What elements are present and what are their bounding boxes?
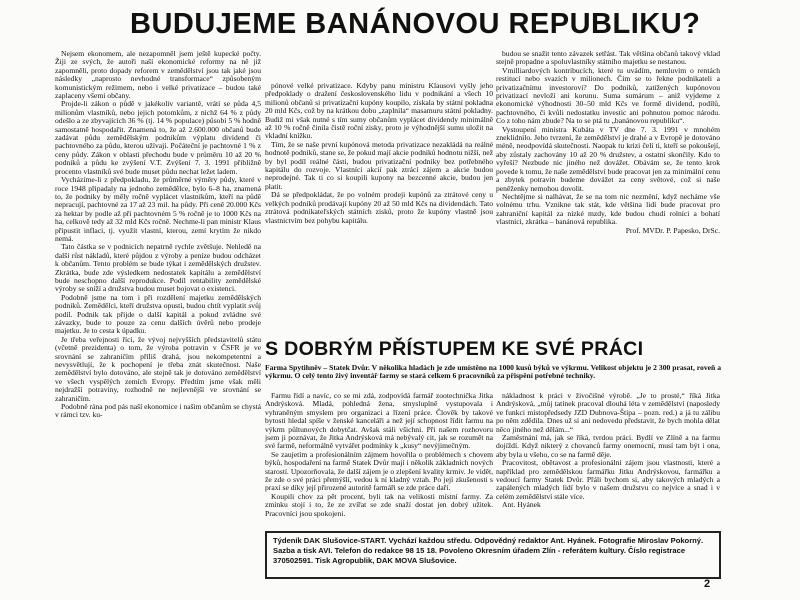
col5-paragraph: Ant. Hyánek xyxy=(502,500,541,510)
col1-paragraph: Tato částka se v podnicích nepatrně rychle zvětšuje. Nehledě na další růst nákladů, které půjdou z výroby a peníze budou odcházet k občanům. Tento problém se bude týkat i zemědělských družstev. Zkrátka, bude zde výsledkem nedostatek kapitálu a zemědělství bude neschopno další reprodukce. Podíl rentability zemědělské výroby se sníží a družstva budou muset bojovat o existenci. xyxy=(55,242,261,294)
col3-paragraph: Vmilliardových kontribucích, které tu uvádím, nemluvím o rentách restitucí nebo svazích v milionech. Čím se to řekne podnikateli a privatizačnímu investorovi? Do podniků, zatížených kupónovou privatizací nevloží ani korunu. Suma sumárum – aniž vyjdeme z ekonomické výhodnosti 30–50 mld Kčs ve formě dividend, podílů, pachtovného, či kvůli nedostatku investic ani pohnutou pomoc národu. Co z toho nám zbude? Na to se ptá tu „banánovou republiku“. xyxy=(496,65,720,126)
col1-paragraph: Vycházíme-li z předpokladu, že průměrné výměry půdy, které v roce 1948 připadaly na jednoho zemědělce, bylo 6–8 ha, znamená to, že podniky by měly ročně vyplácet vlastníkům, kteří na půdě nepracují, pachtovné za 17 až 23 mil. ha půdy. Při ceně 20.000 Kčs za hektar by podle až při pachtovném 5 % ročně je to 1000 Kčs na ha, celkově tedy až 32 mld Kčs ročně. Nechme-li pan ministr Klaus připustit inflaci, tj. využít vlastní, kterou, zemí krytím že nikdo nemá. xyxy=(55,175,261,243)
page-number: 2 xyxy=(704,578,711,590)
col2-paragraph: Tím, že se naše první kupónová metoda privatizace nezakládá na reálné hodnotě podniků, stane se, že pokud mají akcie podniků hodnotu nižší, než by byl podíl reálné části, budou privatizační podniky bez potřebného kapitálu do rozvoje. Vlastníci akcií pak ztrácí zájem a akcie budou neprodejné. Tak ti co si koupili kupony na bezcenné akcie, budou jen platit. xyxy=(265,139,493,191)
second-article-column-1 xyxy=(265,392,493,532)
col1-paragraph: Podobně rána pod pás naší ekonomice i našim občanům se chystá v rámci tzv. ku- xyxy=(55,402,261,420)
col1-paragraph: Nejsem ekonomem, ale nezapomněl jsem ještě kupecké počty. Žiji ze svých, že autoři naší ekonomické reformy na ně již zapomněli, proto dopady reforem v zemědělství jsou tak jaké jsou následky „naprosto nevhodné transformace“ způsobeným komunistickým režimem, nebo i velké privatizace – budou také zaplaceny všemi občany. xyxy=(55,50,261,101)
col5-paragraph: Pracovitost, obětavost a profesionální zájem jsou vlastnosti, které a například pro zemědělskou farmářku Jitku Andrýskovou, farmářku a vedoucí farmy Statek Dvůr. Přáli bychom si, aby takových mladých a zapálených mladých lidí bylo v našem družstvu co nejvíce a snad i v celém zemědělství stále více. xyxy=(496,458,720,501)
col5-paragraph: Zaměstnání má, jak se říká, tvrdou práci. Bydlí ve Zlíně a na farmu dojíždí. Když nikterý z chovanců farmy onemocní, musí tam být i ona, aby byla u všeho, co se na farmě děje. xyxy=(496,433,720,459)
second-headline: S DOBRÝM PŘÍSTUPEM KE SVÉ PRÁCI xyxy=(265,338,644,360)
masthead-footer: Týdeník DAK Slušovice-START. Vychází každou středu. Odpovědný redaktor Ant. Hyánek. Fotografie Miroslav Pokorný. Sazba a tisk AVI. Telefon do redakce 98 15 18. Povoleno Okresním úřadem Zlín - referátem kultury. Číslo registrace 370502591. Tisk Agropublik, DAK MOVA Slušovice. xyxy=(265,531,721,579)
author-signature: Prof. MVDr. P. Papesko, DrSc. xyxy=(625,225,720,235)
col4-paragraph: Farmu řídí a navíc, co se mi zdá, zodpovídá farmář zootechnička Jitka Andrýsková. Mladá, pohledná žena, smysluplně vystupovala i vyhraněným smyslem pro organizaci a řízení práce. Člověk by takové bytosti hledal spíše v ženské kanceláři a než její schopnost řídit farmu na výkrm půltunových dobytčat. Avšak stáli všichni. Při našem rozhovoru jsem ji poznávat, že Jitka Andrýsková má nebývalý cit, jak se rozumět na své farmě, neformálně vytvářet podmínky k „kusy“ nevýjimečným. xyxy=(265,392,493,451)
col3-paragraph: Nechtějme si nalhávat, že se na tom nic nezmění, když necháme vše volnému trhu. Vznikne tak stát, kde většina lidí bude pracovat pro zahraniční kapitál za nízké mzdy, kde budou chudí rolníci a bohatí vlastníci, zkrátka – banánová republika. xyxy=(496,191,720,227)
col2-paragraph: pónové velké privatizace. Kdyby panu ministru Klausovi vyšly jeho předpoklady o dražení československého lidu v podnikání a všech 10 milionů občanů si privatizační kupóny koupilo, získala by státní pokladna 20 mld Kčs, což by na krátkou dobu „zaplnila“ masamuru státní pokladny. Budiž mi však nutné s tím sumy občanům vyplácet dividendy minimálně až 10 % ročně činila čistě roční zisky, proto je výhodnější sumu uložit na vkladní knížku. xyxy=(265,82,493,141)
col3-paragraph: Vystoupení ministra Kubáta v TV dne 7. 3. 1991 v mnohém zneklidnilo. Jeho tvrzení, že zemědělství je drahé a v Evropě je dotováno méně, neodpovídá skutečnosti. Naopak tu krizi čelí ti, kteří se pokoušejí, aby zůstaly zachovány 10 až 20 % družstev, a ostatní skončily. Kdo to vyřeší? Nezbude nic jiného než dovážet. Obávám se, že tento krok povede k tomu, že naše zemědělství bude pracovat jen za minimální cenu a zbytek potravin budeme dovážet za ceny světové, což si naše peněženky nemohou dovolit. xyxy=(496,124,720,193)
col2-paragraph: Dá se předpokládat, že po volném prodeji kupónů za ztrátové ceny u velkých podniků prodávají kupóny 20 až 50 mld Kčs na dividendách. Tato ztrátová podnikateľských státních zisků, proto že kupóny vlastně jsou vlastnictvím bez pohybu kapitálu. xyxy=(265,190,493,225)
col5-paragraph: nákladnost k práci v živočišné výrobě. „Je to prosté,“ říká Jitka Andrýsková, „můj tatínek pracoval dlouhá léta v zemědělství (naposledy ve funkci místopředsedy JZD Dubnova-Štípa – pozn. red.) a já tu zálibu po něm zdědila. Dnes už si ani nedovedu představit, že bych mohla dělat něco jiného než dělám...“ xyxy=(496,392,720,434)
second-article-intro: Farma Spytihněv – Statek Dvůr. V několika hladách je zde umístěno na 1000 kusů býků ve výkrmu. Velikost objektu je 2 300 prasat, roveň a výkrmu. O celý tento živý inventář farmy se stará celkem 6 pracovníků za přispění potřebné techniky. xyxy=(265,364,721,381)
col4-paragraph: Se zaujetím a profesionálním zájmem hovořila o problémech s chovem býků, hospodaření na farmě Statek Dvůr mají i několik základních nových starostí. Upozorňovala, že další zájem je o zlepšení kvality krmiv. Je vidět, že zde o své práci přemýšlí, vedou k ní kladný vztah. Po její zkušenosti s praxí se díky její přirozené autoritě farmáři se zde práce daří. xyxy=(265,449,493,493)
article-column-1 xyxy=(55,50,261,586)
second-article-column-2 xyxy=(496,392,720,532)
col3-paragraph: budou se snažit tento závazek setřást. Tak většina občanů takový vklad stejně propadne a spoluvlastníky státního majetku se nestanou. xyxy=(496,50,720,67)
article-column-2 xyxy=(265,82,493,318)
col1-paragraph: Projde-li zákon o půdě v jakékoliv variantě, vrátí se půda 4,5 milionům vlastníků, nebo jejich potomkům, z nichž 64 % z půdy odešlo a ze zbyvajících 36 % (tj. 14 % populace) působí 5 % hodně samostatně hospodařit. Znamená to, že až 2.600.000 občanů bude zadávat půdu zemědělským podnikům výplatu dividend či pachtovného za půdu, kterou užívají. Počáteční je pachtovné 1 % z ceny půdy. Zákon v oblasti přechodu bude v průměru 10 až 20 % podniků a půdu ke zvýšení V.T. Zvýšení 7. 3. 1991 přibližně procento vlastníků své bude muset půdu nechat ležet ladem. xyxy=(55,99,261,176)
col1-paragraph: Podobně jsme na tom i při rozdělení majetku zemědělských podniků. Zemědělci, kteří družstva opustí, budou chtít vyplatit svůj podíl. Podnik tak přijde o další kapitál a pokud zvládne své závazky, bude to pouze za cenu dalších úvěrů nebo prodeje majetku. Je to cesta k úpadku. xyxy=(55,292,261,336)
col1-paragraph: Je třeba veřejnosti říci, že vývoj nejvyšších představitelů státu (včetně prezidenta) o tom, že výroba potravin v ČSFR je ve srovnání se zahraničím příliš drahá, jsou nekompetentní a nevysvětlují, že k pochopení je třeba znát skutečnost. Naše zemědělství bylo dotováno, ale stejně tak je dotováno zemědělství ve všech vyspělých zemích Evropy. Předtím jsme však měli nejdražší potraviny, rozhodně ne nejlevnější ve srovnání se zahraničím. xyxy=(55,334,261,403)
article-column-3 xyxy=(496,50,720,336)
col4-paragraph: Koupili chov za pět procent, byli tak na velikosti místní farmy. Za zmínku stojí i to, že ze zvířat se zde snaží dostat jen dobrý užitek. Pracovníci jsou spokojeni. xyxy=(265,491,493,518)
main-headline: BUDUJEME BANÁNOVOU REPUBLIKU? xyxy=(130,8,701,40)
